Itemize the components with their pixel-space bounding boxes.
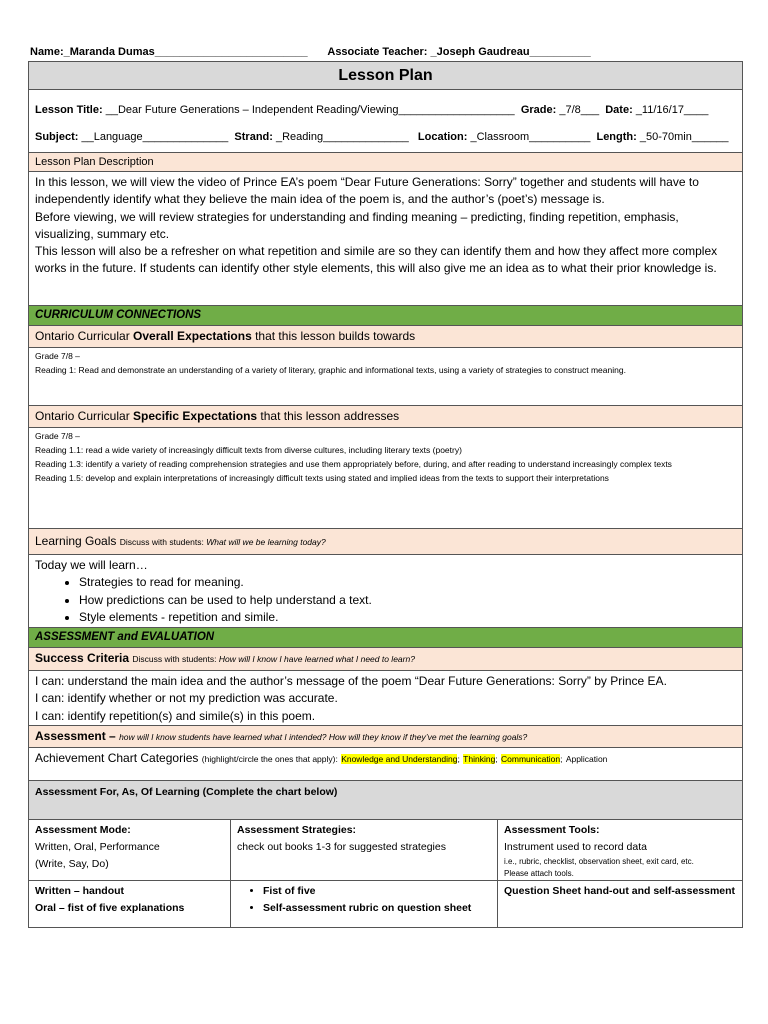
specific-grade: Grade 7/8 – bbox=[35, 431, 80, 441]
success-criteria-heading bbox=[29, 648, 743, 671]
assessment-strategies-heading: Assessment Strategies: bbox=[237, 823, 357, 836]
page-title: Lesson Plan bbox=[29, 62, 743, 90]
separator: ; bbox=[457, 753, 460, 764]
specific-bold: Specific Expectations bbox=[133, 409, 258, 423]
category-communication: Communication bbox=[501, 753, 561, 764]
date-label: Date: bbox=[605, 104, 633, 116]
length-value: _50-70min______ bbox=[639, 131, 729, 143]
assessment-tools-cell bbox=[498, 819, 743, 880]
list-item: • Style elements - repetition and simile. bbox=[79, 609, 736, 627]
learning-goals-intro: Today we will learn… bbox=[35, 558, 148, 572]
success-criteria-hint bbox=[132, 654, 415, 664]
header-line bbox=[30, 46, 591, 58]
assessment-hint: how will I know students have learned what I intended? How will they know if they’ve met the learning goals? bbox=[119, 731, 528, 742]
overall-post: that this lesson builds towards bbox=[251, 329, 416, 343]
success-criteria-title: Success Criteria bbox=[35, 651, 130, 665]
learning-goals-heading bbox=[29, 529, 743, 555]
curriculum-heading: CURRICULUM CONNECTIONS bbox=[29, 306, 743, 326]
date-value: _11/16/17____ bbox=[635, 104, 709, 116]
list-item: • Self-assessment rubric on question sheet bbox=[263, 900, 491, 917]
assessment-tools-sub2: Please attach tools. bbox=[504, 868, 574, 878]
learning-goals-list bbox=[35, 574, 736, 627]
category-knowledge: Knowledge and Understanding bbox=[341, 753, 458, 764]
name-label: Name: bbox=[30, 46, 64, 58]
strand-value: _Reading______________ bbox=[275, 131, 409, 143]
location-value: _Classroom__________ bbox=[470, 131, 591, 143]
category-thinking: Thinking bbox=[463, 753, 496, 764]
overall-text: Reading 1: Read and demonstrate an understanding of a variety of literary, graphic and informational texts, using a variety of strategies to construct meaning. bbox=[35, 365, 626, 375]
description-p3: This lesson will also be a refresher on what repetition and simile are so they can identify them and how they affect more complex works in the future. If students can identify other style elements, this will also give me an idea as to what their prior knowledge is. bbox=[35, 244, 718, 276]
description-heading: Lesson Plan Description bbox=[29, 153, 743, 172]
list-item: I can: identify repetition(s) and simile(s) in this poem. bbox=[35, 708, 316, 723]
overall-expectations-heading bbox=[29, 326, 743, 348]
description-p1: In this lesson, we will view the video of Prince EA’s poem “Dear Future Generations: Sorry” together and students will have to independently identify what they believe the main idea of the poem is, and the author’s (poet’s) message is. bbox=[35, 175, 699, 207]
list-item: • Fist of five bbox=[263, 883, 491, 900]
lesson-title-value: __Dear Future Generations – Independent Reading/Viewing___________________ bbox=[105, 104, 515, 116]
overall-grade: Grade 7/8 – bbox=[35, 351, 80, 361]
overall-expectations-body bbox=[29, 348, 743, 406]
learning-goals-title: Learning Goals bbox=[35, 534, 117, 548]
achievement-hint: (highlight/circle the ones that apply): bbox=[201, 753, 338, 764]
strategy-list bbox=[237, 883, 491, 917]
associate-teacher-label: Associate Teacher: bbox=[327, 46, 428, 58]
assessment-title: Assessment – bbox=[35, 728, 116, 743]
separator: ; bbox=[560, 753, 563, 764]
list-item: I can: understand the main idea and the author’s message of the poem “Dear Future Generations: Sorry” by Prince EA. bbox=[35, 674, 667, 688]
description-body bbox=[29, 172, 743, 306]
specific-item: Reading 1.3: identify a variety of reading comprehension strategies and use them appropriately before, during, and after reading to understand increasingly complex texts bbox=[35, 459, 672, 469]
specific-item: Reading 1.5: develop and explain interpretations of increasingly difficult texts using stated and implied ideas from the texts to support their interpretations bbox=[35, 473, 609, 483]
assessment-mode-line1: Written, Oral, Performance bbox=[35, 840, 160, 853]
assessment-subheading bbox=[29, 725, 743, 747]
specific-pre: Ontario Curricular bbox=[35, 409, 134, 423]
associate-teacher-value: _Joseph Gaudreau__________ bbox=[430, 46, 591, 58]
assessment-mode-line2: (Write, Say, Do) bbox=[35, 857, 109, 870]
mode-entry-oral: Oral – fist of five explanations bbox=[35, 901, 185, 914]
afl-heading: Assessment For, As, Of Learning (Complete the chart below) bbox=[29, 780, 743, 819]
learning-goals-body bbox=[29, 555, 743, 628]
achievement-label: Achievement Chart Categories bbox=[35, 750, 199, 765]
tools-entry-cell: Question Sheet hand-out and self-assessment bbox=[498, 880, 743, 927]
assessment-heading: ASSESSMENT and EVALUATION bbox=[29, 628, 743, 648]
assessment-mode-cell bbox=[29, 819, 231, 880]
grade-value: _7/8___ bbox=[559, 104, 600, 116]
assessment-mode-heading: Assessment Mode: bbox=[35, 823, 131, 836]
assessment-strategies-cell bbox=[231, 819, 498, 880]
list-item: • Strategies to read for meaning. bbox=[79, 574, 736, 592]
success-criteria-body bbox=[29, 671, 743, 726]
mode-entry-cell bbox=[29, 880, 231, 927]
list-item: • How predictions can be used to help understand a text. bbox=[79, 592, 736, 610]
specific-expectations-body bbox=[29, 428, 743, 529]
overall-bold: Overall Expectations bbox=[133, 329, 252, 343]
specific-item: Reading 1.1: read a wide variety of increasingly difficult texts from diverse cultures, including literary texts (poetry) bbox=[35, 445, 462, 455]
separator: ; bbox=[495, 753, 498, 764]
hint-prefix: Discuss with students: bbox=[119, 537, 207, 547]
subject-value: __Language______________ bbox=[81, 131, 229, 143]
description-p2: Before viewing, we will review strategies for understanding and finding meaning – predicting, finding repetition, emphasis, visualizing, summary etc. bbox=[35, 209, 679, 241]
lesson-plan-table bbox=[28, 61, 743, 928]
assessment-tools-sub1: i.e., rubric, checklist, observation sheet, exit card, etc. bbox=[504, 856, 694, 866]
mode-entry-written: Written – handout bbox=[35, 884, 125, 897]
strand-label: Strand: bbox=[234, 131, 273, 143]
assessment-tools-heading: Assessment Tools: bbox=[504, 823, 600, 836]
specific-post: that this lesson addresses bbox=[257, 409, 400, 423]
achievement-chart-row bbox=[29, 747, 743, 780]
hint-prefix: Discuss with students: bbox=[132, 654, 219, 664]
length-label: Length: bbox=[596, 131, 637, 143]
subject-label: Subject: bbox=[35, 131, 79, 143]
category-application: Application bbox=[565, 753, 608, 764]
hint-question: What will we be learning today? bbox=[206, 537, 326, 547]
hint-question: How will I know I have learned what I need to learn? bbox=[218, 654, 415, 664]
overall-pre: Ontario Curricular bbox=[35, 329, 134, 343]
location-label: Location: bbox=[417, 131, 468, 143]
lesson-info bbox=[29, 90, 743, 153]
learning-goals-hint bbox=[120, 537, 326, 547]
specific-expectations-heading bbox=[29, 406, 743, 428]
grade-label: Grade: bbox=[520, 104, 557, 116]
lesson-title-label: Lesson Title: bbox=[35, 104, 103, 116]
strategy-entry-cell bbox=[231, 880, 498, 927]
name-value: _Maranda Dumas_________________________ bbox=[63, 46, 308, 58]
list-item: I can: identify whether or not my prediction was accurate. bbox=[35, 691, 338, 706]
assessment-strategies-text: check out books 1-3 for suggested strategies bbox=[237, 840, 446, 853]
assessment-tools-text: Instrument used to record data bbox=[504, 840, 647, 853]
